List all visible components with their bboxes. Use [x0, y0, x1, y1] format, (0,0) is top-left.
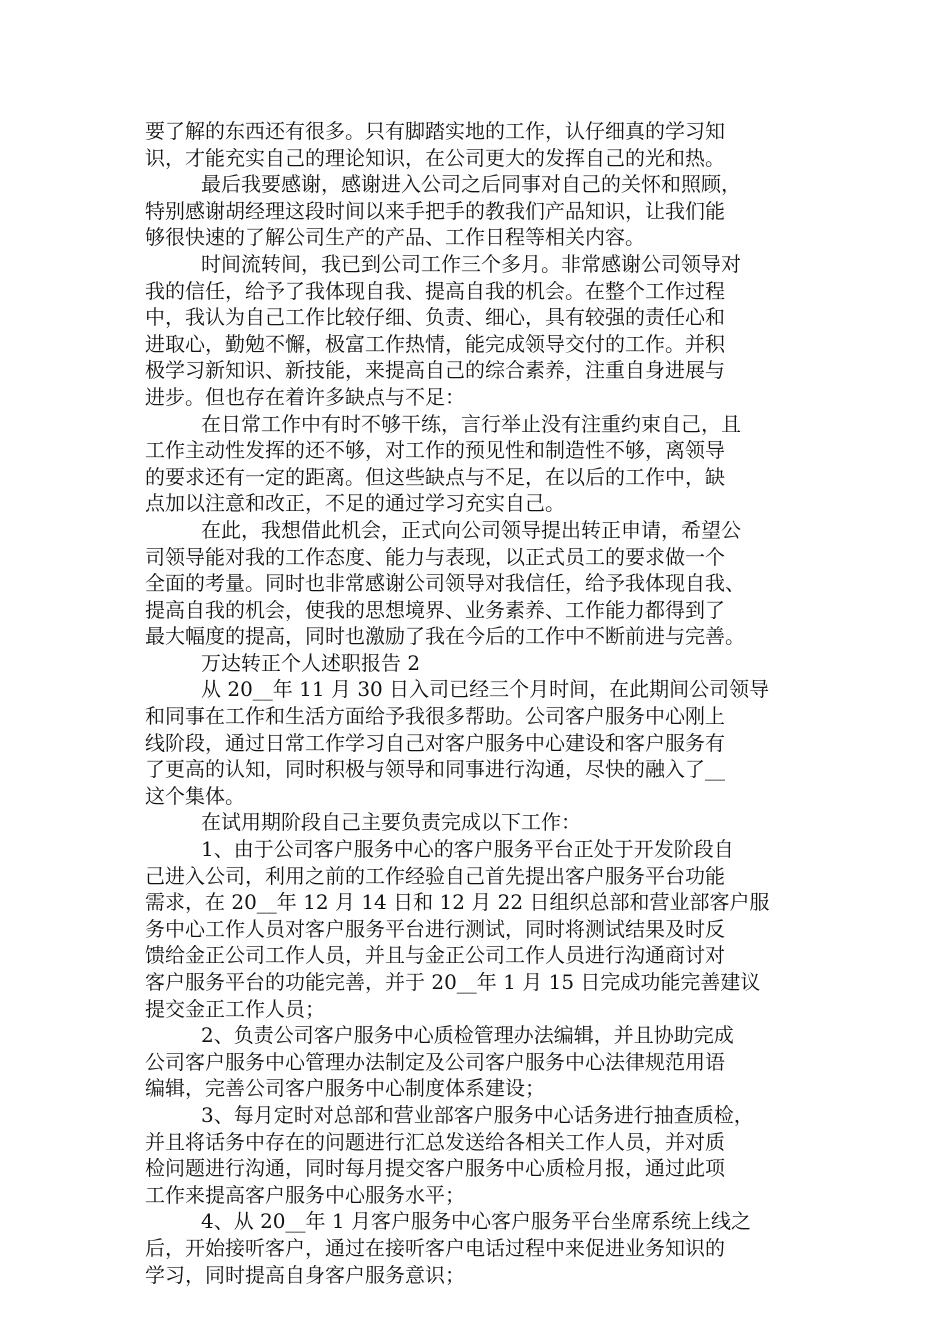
text-line: 线阶段，通过日常工作学习自己对客户服务中心建设和客户服务有 [145, 730, 725, 755]
text-line: 和同事在工作和生活方面给予我很多帮助。公司客户服务中心刚上 [145, 704, 725, 729]
text-line: 够很快速的了解公司生产的产品、工作日程等相关内容。 [145, 225, 645, 250]
text-line: 进步。但也存在着许多缺点与不足： [145, 384, 465, 409]
text-line: 万达转正个人述职报告 2 [201, 650, 421, 675]
text-line: 客户服务平台的功能完善，并于 20__年 1 月 15 日完成功能完善建议 [145, 970, 761, 994]
text-line: 需求，在 20__年 12 月 14 日和 12 月 22 日组织总部和营业部客户服 [145, 890, 770, 915]
text-line: 提交金正工作人员； [145, 996, 325, 1021]
text-line: 2、负责公司客户服务中心质检管理办法编辑，并且协助完成 [201, 1023, 734, 1048]
text-line: 特别感谢胡经理这段时间以来手把手的教我们产品知识，让我们能 [145, 198, 725, 223]
text-line: 并且将话务中存在的问题进行汇总发送给各相关工作人员，并对质 [145, 1129, 725, 1154]
text-line: 学习，同时提高自身客户服务意识； [145, 1262, 465, 1287]
text-line: 极学习新知识、新技能，来提高自己的综合素养，注重自身进展与 [145, 358, 725, 383]
text-line: 后，开始接听客户，通过在接听客户电话过程中来促进业务知识的 [145, 1235, 725, 1260]
text-line: 务中心工作人员对客户服务平台进行测试，同时将测试结果及时反 [145, 916, 725, 941]
text-line: 公司客户服务中心管理办法制定及公司客户服务中心法律规范用语 [145, 1049, 725, 1074]
text-line: 己进入公司，利用之前的工作经验自己首先提出客户服务平台功能 [145, 863, 725, 888]
text-line: 的要求还有一定的距离。但这些缺点与不足，在以后的工作中，缺 [145, 464, 725, 489]
text-line: 在此，我想借此机会，正式向公司领导提出转正申请，希望公 [201, 517, 741, 542]
text-line: 在试用期阶段自己主要负责完成以下工作： [201, 810, 581, 835]
text-line: 司领导能对我的工作态度、能力与表现，以正式员工的要求做一个 [145, 544, 725, 569]
text-line: 1、由于公司客户服务中心的客户服务平台正处于开发阶段自 [201, 837, 734, 862]
text-line: 中，我认为自己工作比较仔细、负责、细心，具有较强的责任心和 [145, 305, 725, 330]
text-line: 在日常工作中有时不够干练，言行举止没有注重约束自己，且 [201, 411, 741, 436]
document-body [145, 118, 815, 1288]
text-line: 编辑，完善公司客户服务中心制度体系建设； [145, 1076, 545, 1101]
text-line: 时间流转间，我已到公司工作三个多月。非常感谢公司领导对 [201, 251, 741, 276]
text-line: 全面的考量。同时也非常感谢公司领导对我信任，给予我体现自我、 [145, 571, 745, 596]
text-line: 工作来提高客户服务中心服务水平； [145, 1182, 465, 1207]
text-line: 馈给金正公司工作人员，并且与金正公司工作人员进行沟通商讨对 [145, 943, 725, 968]
text-line: 最大幅度的提高，同时也激励了我在今后的工作中不断前进与完善。 [145, 624, 745, 649]
text-line: 4、从 20__年 1 月客户服务中心客户服务平台坐席系统上线之 [201, 1209, 751, 1234]
text-line: 工作主动性发挥的还不够，对工作的预见性和制造性不够，离领导 [145, 438, 725, 463]
text-line: 这个集体。 [145, 783, 245, 808]
text-line: 了更高的认知，同时积极与领导和同事进行沟通，尽快的融入了__ [145, 757, 725, 782]
text-line: 提高自我的机会，使我的思想境界、业务素养、工作能力都得到了 [145, 597, 725, 622]
text-line: 3、每月定时对总部和营业部客户服务中心话务进行抽查质检， [201, 1102, 754, 1127]
text-line: 要了解的东西还有很多。只有脚踏实地的工作，认仔细真的学习知 [145, 119, 725, 143]
text-line: 从 20__年 11 月 30 日入司已经三个月时间，在此期间公司领导 [201, 677, 770, 702]
text-line: 最后我要感谢，感谢进入公司之后同事对自己的关怀和照顾， [201, 172, 741, 197]
text-line: 识，才能充实自己的理论知识，在公司更大的发挥自己的光和热。 [145, 145, 725, 170]
text-line: 点加以注意和改正，不足的通过学习充实自己。 [145, 491, 565, 516]
text-line: 检问题进行沟通，同时每月提交客户服务中心质检月报，通过此项 [145, 1156, 725, 1181]
text-line: 我的信任，给予了我体现自我、提高自我的机会。在整个工作过程 [145, 278, 725, 303]
text-line: 进取心，勤勉不懈，极富工作热情，能完成领导交付的工作。并积 [145, 331, 725, 356]
